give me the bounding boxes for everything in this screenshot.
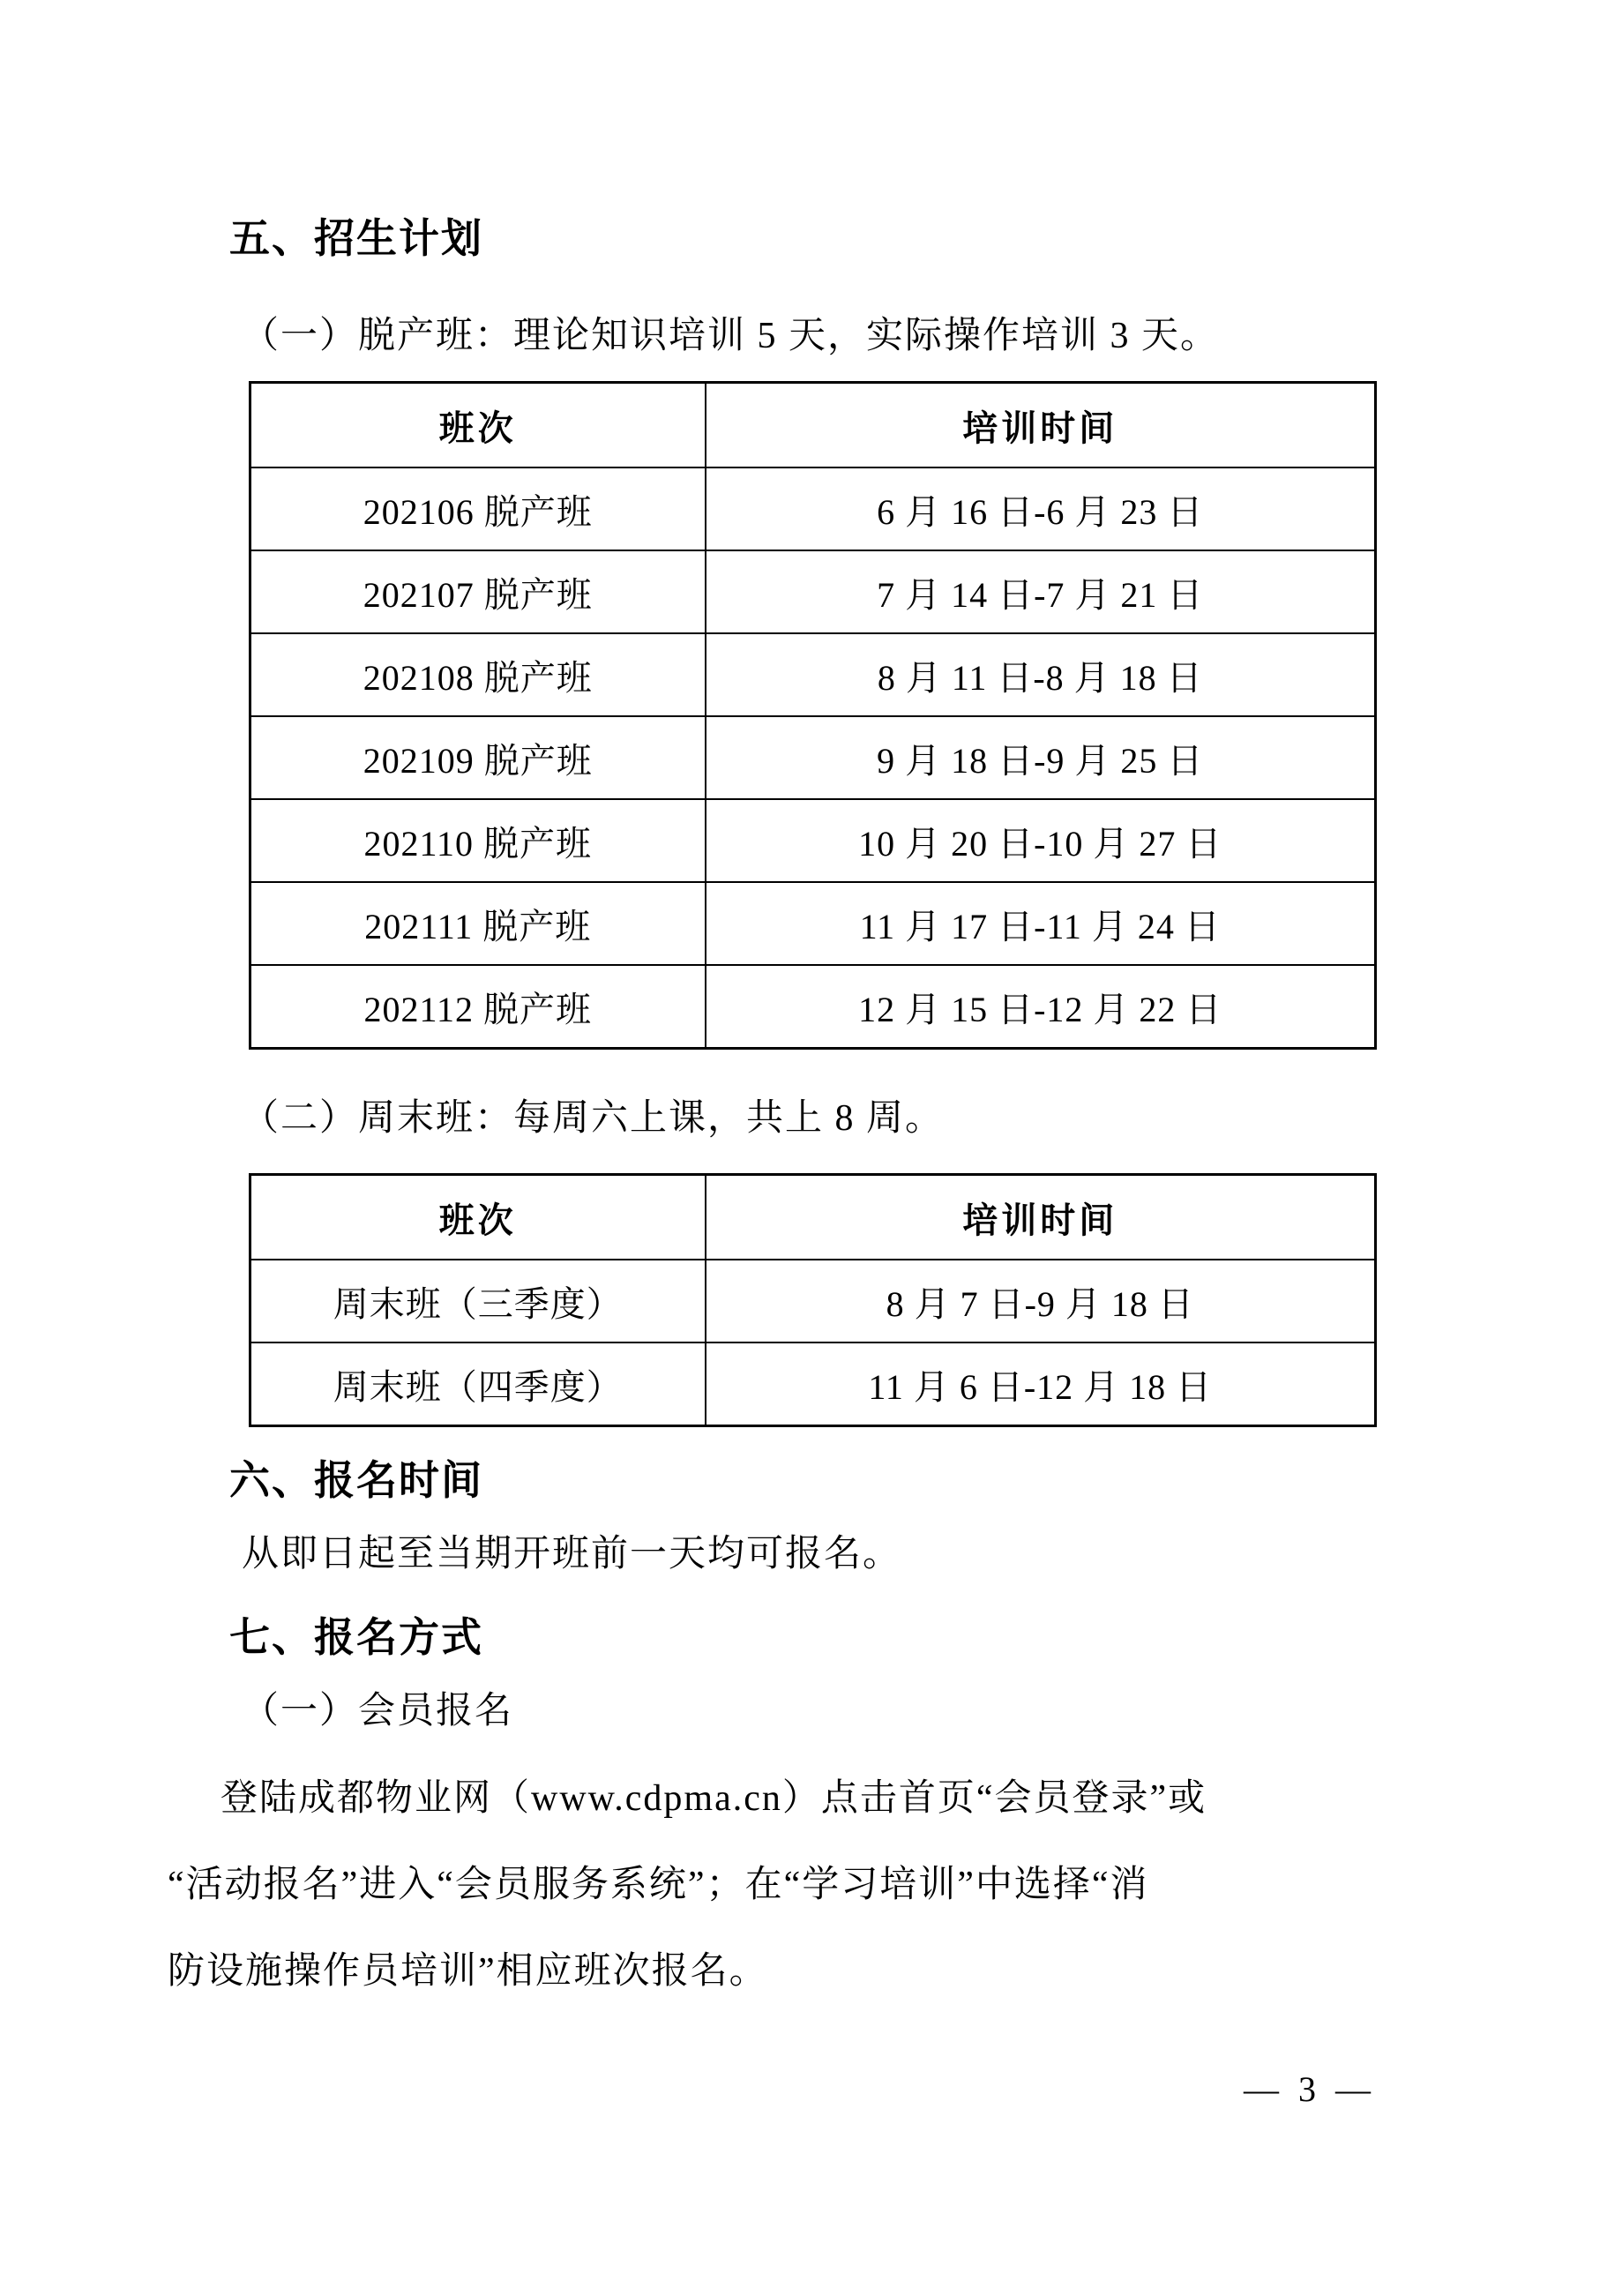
table-header-cell-time: 培训时间 bbox=[706, 383, 1376, 468]
table-cell-time: 6 月 16 日-6 月 23 日 bbox=[706, 467, 1376, 550]
table-cell-time: 7 月 14 日-7 月 21 日 bbox=[706, 550, 1376, 633]
page-content bbox=[168, 212, 1446, 2015]
table-cell-time: 11 月 17 日-11 月 24 日 bbox=[706, 882, 1376, 965]
member-signup-line-2: “活动报名”进入“会员服务系统”；在“学习培训”中选择“消 bbox=[168, 1865, 1149, 1905]
signup-time-body: 从即日起至当期开班前一天均可报名。 bbox=[242, 1534, 902, 1574]
table-row bbox=[250, 965, 1376, 1049]
table-header-cell-class: 班次 bbox=[250, 383, 706, 468]
section-heading-signup-method: 七、报名方式 bbox=[229, 1614, 483, 1660]
table-row bbox=[250, 799, 1376, 882]
table-cell-time: 11 月 6 日-12 月 18 日 bbox=[706, 1342, 1376, 1426]
page-number: — 3 — bbox=[1244, 2069, 1376, 2109]
table-cell-class: 周末班（四季度） bbox=[250, 1342, 706, 1426]
section-heading-enrollment-plan: 五、招生计划 bbox=[229, 215, 483, 261]
member-signup-line-3: 防设施操作员培训”相应班次报名。 bbox=[168, 1951, 768, 1992]
section-heading-signup-time: 六、报名时间 bbox=[229, 1457, 483, 1503]
table-row bbox=[250, 550, 1376, 633]
table-cell-time: 8 月 7 日-9 月 18 日 bbox=[706, 1260, 1376, 1342]
member-signup-subheading: （一）会员报名 bbox=[242, 1691, 514, 1731]
table-row bbox=[250, 882, 1376, 965]
weekend-class-intro: （二）周末班：每周六上课，共上 8 周。 bbox=[242, 1098, 945, 1139]
table-row bbox=[250, 467, 1376, 550]
table-header-cell-time: 培训时间 bbox=[706, 1175, 1376, 1260]
table-cell-class: 202111 脱产班 bbox=[250, 882, 706, 965]
table-row bbox=[250, 1342, 1376, 1426]
table-cell-class: 202107 脱产班 bbox=[250, 550, 706, 633]
table-header-row bbox=[250, 383, 1376, 468]
table-cell-time: 9 月 18 日-9 月 25 日 bbox=[706, 716, 1376, 799]
table-cell-class: 202108 脱产班 bbox=[250, 633, 706, 716]
table-cell-time: 12 月 15 日-12 月 22 日 bbox=[706, 965, 1376, 1049]
fulltime-class-intro: （一）脱产班：理论知识培训 5 天，实际操作培训 3 天。 bbox=[242, 316, 1220, 356]
table-cell-class: 202109 脱产班 bbox=[250, 716, 706, 799]
table-header-row bbox=[250, 1175, 1376, 1260]
table-row bbox=[250, 633, 1376, 716]
table-cell-class: 202106 脱产班 bbox=[250, 467, 706, 550]
weekend-class-table bbox=[249, 1173, 1377, 1427]
table-cell-time: 8 月 11 日-8 月 18 日 bbox=[706, 633, 1376, 716]
table-row bbox=[250, 716, 1376, 799]
table-cell-class: 202110 脱产班 bbox=[250, 799, 706, 882]
table-header-cell-class: 班次 bbox=[250, 1175, 706, 1260]
member-signup-line-1: 登陆成都物业网（www.cdpma.cn）点击首页“会员登录”或 bbox=[221, 1778, 1207, 1819]
table-row bbox=[250, 1260, 1376, 1342]
table-cell-class: 202112 脱产班 bbox=[250, 965, 706, 1049]
member-signup-paragraph bbox=[168, 1755, 1446, 2015]
fulltime-class-table bbox=[249, 381, 1377, 1050]
table-cell-class: 周末班（三季度） bbox=[250, 1260, 706, 1342]
table-cell-time: 10 月 20 日-10 月 27 日 bbox=[706, 799, 1376, 882]
